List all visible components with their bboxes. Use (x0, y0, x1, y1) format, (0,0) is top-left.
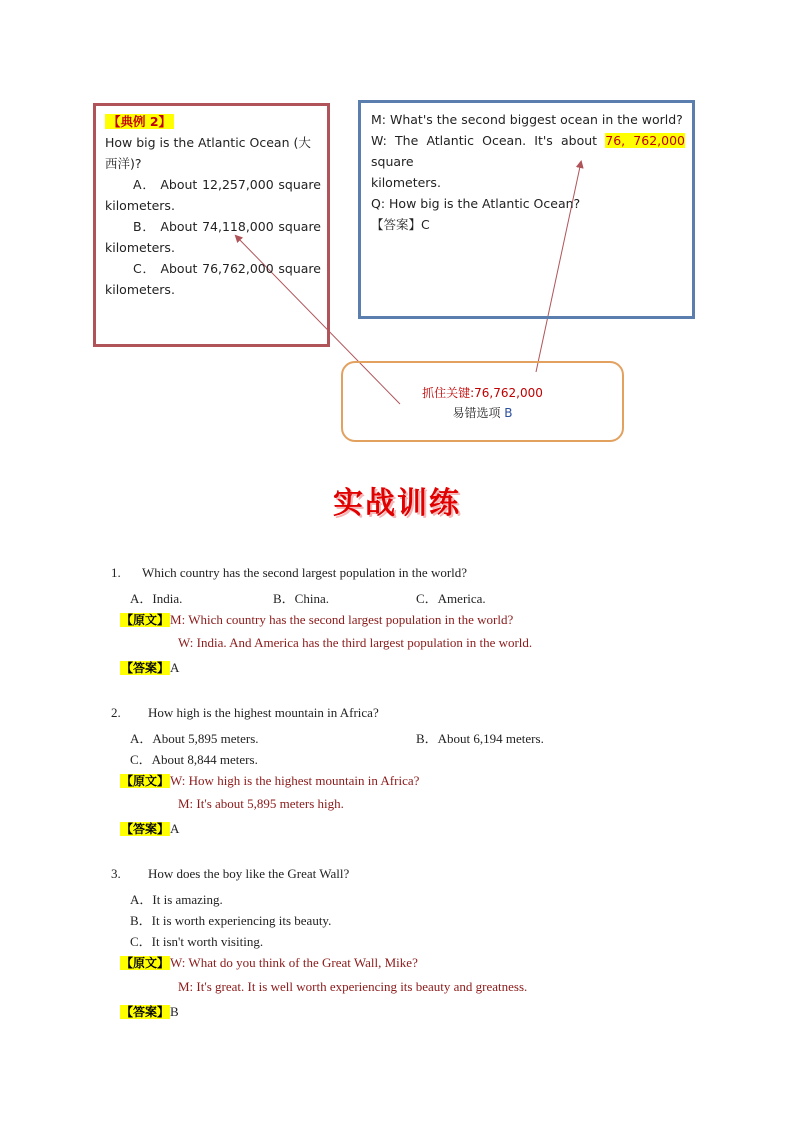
q3-text: How does the boy like the Great Wall? (148, 866, 350, 881)
example-option-a: A． About 12,257,000 square (133, 177, 321, 192)
key-line-2: 易错选项 B (452, 406, 513, 420)
transcript-line-4: Q: How big is the Atlantic Ocean? (371, 196, 581, 211)
q3-option-b: B．It is worth experiencing its beauty. (130, 913, 332, 928)
transcript-line-1: M: What's the second biggest ocean in the world? (371, 112, 683, 127)
example-option-c: C． About 76,762,000 square (133, 261, 321, 276)
q2-script-line-2: M: It's about 5,895 meters high. (178, 796, 344, 811)
q1-answer: 【答案】A (121, 660, 180, 675)
transcript-content (371, 109, 685, 235)
q2-option-a: A．About 5,895 meters. (130, 731, 259, 746)
example-option-b: B． About 74,118,000 square (133, 219, 321, 234)
q2-script-line-1: 【原文】W: How high is the highest mountain in Africa? (121, 773, 420, 788)
transcript-line-2: W: The Atlantic Ocean. It's about 76, 762,000 square (371, 133, 685, 169)
q2-text: How high is the highest mountain in Africa? (148, 705, 379, 720)
q3-script-line-2: M: It's great. It is well worth experiencing its beauty and greatness. (178, 979, 528, 994)
q1-script-line-1: 【原文】M: Which country has the second largest population in the world? (121, 612, 514, 627)
q2-option-b: B．About 6,194 meters. (416, 731, 544, 746)
q3-option-a: A．It is amazing. (130, 892, 223, 907)
q1-option-c: C．America. (416, 591, 486, 606)
q2-option-c: C．About 8,844 meters. (130, 752, 258, 767)
highlight-number: 76, 762,000 (605, 133, 685, 148)
q3-number: 3. (111, 866, 121, 881)
q3-script-line-1: 【原文】W: What do you think of the Great Wall, Mike? (121, 955, 418, 970)
example-question: How big is the Atlantic Ocean (大西洋)? (105, 135, 311, 171)
section-title: 实战训练 (333, 486, 461, 521)
q1-option-a: A．India. (130, 591, 183, 606)
example-option-c-cont: kilometers. (105, 282, 175, 297)
q1-option-b: B．China. (273, 591, 329, 606)
example-content (105, 111, 321, 300)
key-point-box (341, 361, 624, 442)
q2-number: 2. (111, 705, 121, 720)
transcript-line-3: kilometers. (371, 175, 441, 190)
q1-number: 1. (111, 565, 121, 580)
example-option-b-cont: kilometers. (105, 240, 175, 255)
example-tag: 【典例 2】 (105, 114, 174, 129)
q3-answer: 【答案】B (121, 1004, 179, 1019)
q2-answer: 【答案】A (121, 821, 180, 836)
transcript-answer: 【答案】C (371, 217, 430, 232)
q1-script-line-2: W: India. And America has the third largest population in the world. (178, 635, 533, 650)
key-line-1: 抓住关键:76,762,000 (422, 386, 543, 400)
example-option-a-cont: kilometers. (105, 198, 175, 213)
q1-text: Which country has the second largest population in the world? (142, 565, 468, 580)
q3-option-c: C．It isn't worth visiting. (130, 934, 264, 949)
